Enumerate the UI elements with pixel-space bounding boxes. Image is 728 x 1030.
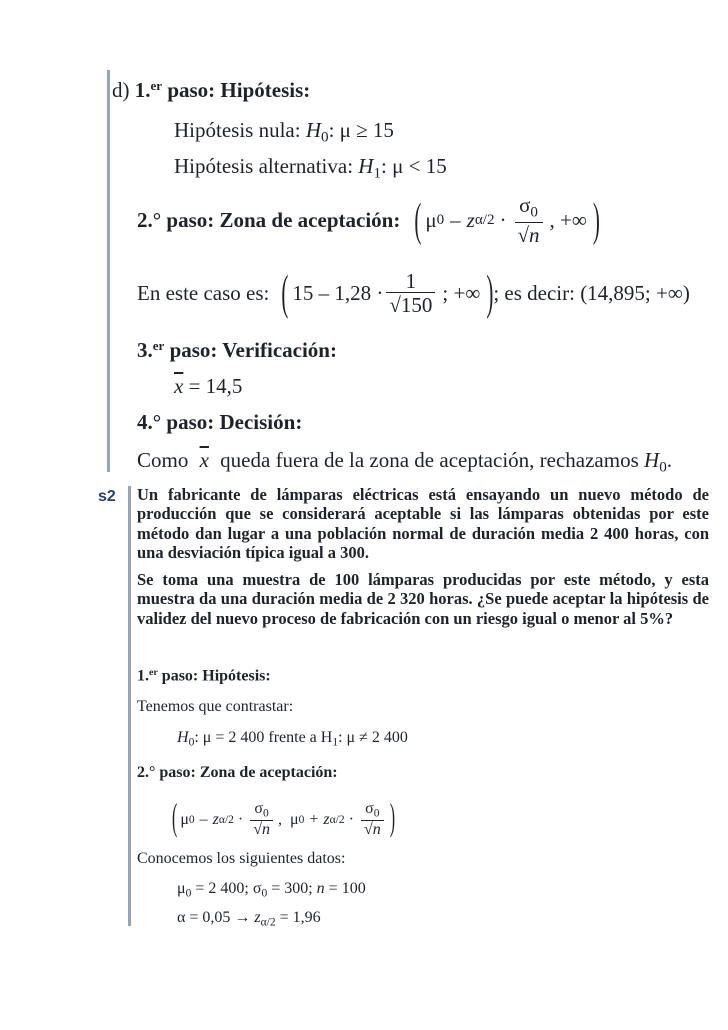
hypotheses-line: $H_0$: μ = 2 400 frente a $H_1$: μ ≠ 2 400 — [177, 729, 408, 749]
decision-line: Como $\overline{x}$ queda fuera de la zona de aceptación, rechazamos $H_0$. — [137, 448, 672, 476]
step2-title: 2.° paso: Zona de aceptación: — [137, 207, 401, 232]
step3-heading: 3.$^{er}$ paso: Verificación: — [137, 338, 337, 363]
two-sided-interval: ( μ 0 – z α/2 · $\frac{\sigma_0}{√n}$ , μ 0 + z α/2 · $\frac{\sigma_0}{√n}$ ) — [172, 798, 396, 840]
xbar-value: $\overline{x} = 14,5$ — [174, 374, 243, 398]
step4-heading: 4.° paso: Decisión: — [137, 410, 303, 434]
problem-rule — [128, 486, 131, 926]
sigma-over-root-n: $\frac{\sigma_0}{√n}$ — [515, 194, 543, 245]
problem-label: s2 — [98, 488, 116, 505]
step1-number: 1. — [134, 78, 151, 103]
known-data-line-2: $\alpha = 0,05 \to z_{\alpha/2} = 1,96$ — [177, 909, 321, 929]
problem-step1-heading: 1.$^{er}$ paso: Hipótesis: — [137, 667, 271, 685]
known-data-line-1: $\mu_0 = 2$ 400; $\sigma_0 = 300$; n = 100 — [177, 880, 366, 900]
alt-hypothesis: Hipótesis alternativa: $H_1$: μ < 15 — [174, 154, 447, 182]
part-d-heading — [112, 78, 310, 103]
null-hypothesis: Hipótesis nula: $H_0$: μ ≥ 15 — [174, 118, 394, 146]
section-d-rule — [107, 70, 110, 472]
problem-step2-heading: 2.° paso: Zona de aceptación: — [137, 764, 338, 781]
step1-superscript: er — [150, 78, 163, 93]
part-d-label: d) — [112, 78, 130, 103]
step2-zone: 2.° paso: Zona de aceptación: ( μ 0 – z α/2 · $\frac{\sigma_0}{√n}$ , +∞ ) — [137, 192, 600, 247]
step1-title: paso: Hipótesis: — [167, 78, 311, 103]
known-data-intro: Conocemos los siguientes datos: — [137, 850, 346, 867]
contrast-intro: Tenemos que contrastar: — [137, 698, 294, 715]
problem-paragraph-2: Se toma una muestra de 100 lámparas producidas por este método, y esta muestra da una duración media de 2 320 horas. ¿Se puede aceptar la hipótesis de validez del nuevo proceso de fabricación con un riesgo igual o menor al 5%? — [137, 570, 709, 628]
problem-paragraph-1: Un fabricante de lámparas eléctricas está ensayando un nuevo método de producción que se considerará aceptable si las lámparas obtenidas por este método dan lugar a una población normal de duración media 2 400 horas, con una desviación típica igual a 300. — [137, 485, 709, 563]
case-line: En este caso es: ( 15 – 1,28 · $\frac{1}{√150}$ ; +∞ ) ; es decir: (14,895; +∞) — [137, 264, 690, 320]
one-over-root-150: $\frac{1}{√150}$ — [386, 270, 435, 316]
